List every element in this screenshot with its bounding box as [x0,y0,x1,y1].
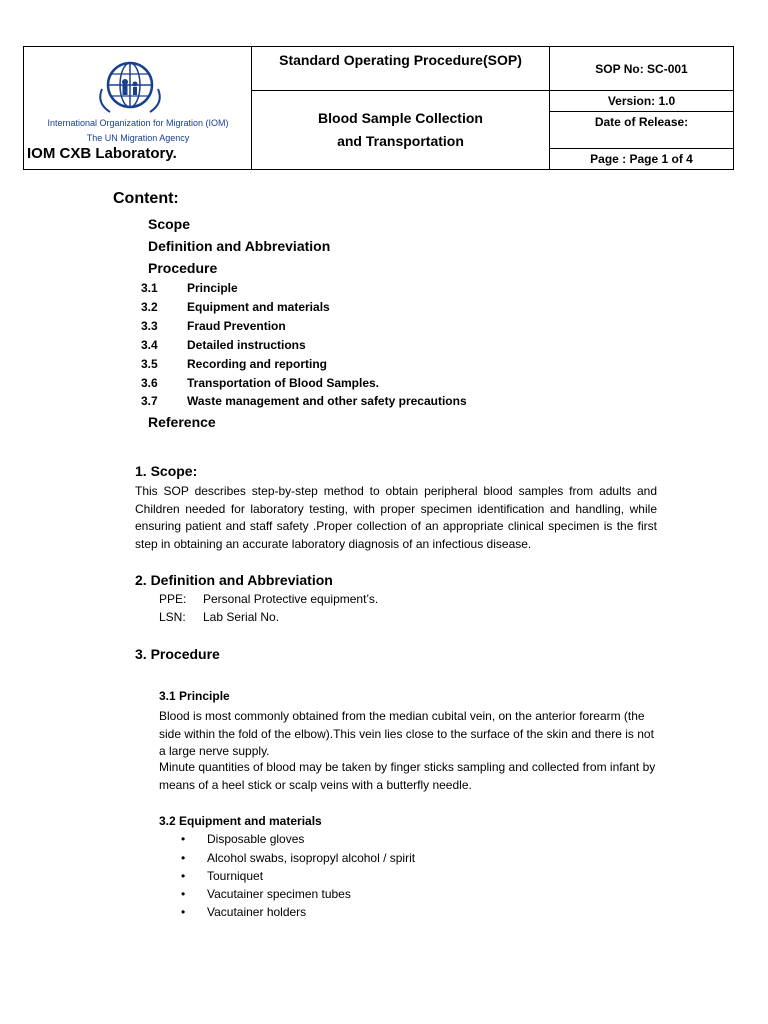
equipment-item: Alcohol swabs, isopropyl alcohol / spirit [207,851,416,865]
doc-type: Standard Operating Procedure(SOP) [252,47,550,91]
content-item-definition: Definition and Abbreviation [148,238,331,254]
date-of-release: Date of Release: [594,115,689,129]
org-tagline: The UN Migration Agency [86,133,190,143]
equipment-item: Vacutainer holders [207,905,307,919]
subitem-number: 3.1 [141,281,158,295]
subitem-transportation: Transportation of Blood Samples. [187,376,380,390]
equipment-heading: 3.2 Equipment and materials [159,814,322,828]
bullet-icon: • [181,832,186,846]
abbr-lsn: LSN: [159,610,186,624]
content-heading: Content: [113,190,179,207]
bullet-icon: • [181,905,186,919]
version-date-cell [550,91,734,149]
version: Version: 1.0 [550,91,733,112]
bullet-icon: • [181,887,186,901]
procedure-heading: 3. Procedure [135,646,220,662]
org-name: International Organization for Migration (IOM) [47,118,229,128]
subitem-recording: Recording and reporting [187,357,328,371]
content-item-reference: Reference [148,414,216,430]
sop-number: SOP No: SC-001 [550,47,734,91]
content-item-procedure: Procedure [148,260,218,276]
principle-paragraph-2: Minute quantities of blood may be taken by finger sticks sampling and collected from infant by means of a heel stick or scalp veins with a butterfly needle. [159,760,656,792]
content-item-scope: Scope [148,216,191,232]
equipment-item: Disposable gloves [207,832,305,846]
subitem-principle: Principle [187,281,238,295]
page-number: Page : Page 1 of 4 [550,149,734,170]
abbr-ppe: PPE: [159,592,187,606]
subitem-fraud: Fraud Prevention [187,319,286,333]
subitem-number: 3.5 [141,357,158,371]
equipment-item: Tourniquet [207,869,264,883]
principle-paragraph-1: Blood is most commonly obtained from the median cubital vein, on the anterior forearm (the side within the fold of the elbow).This vein lies close to the surface of the skin and there is not a large nerve supply. [159,709,654,758]
logo-cell [24,47,252,170]
subitem-number: 3.7 [141,394,158,408]
bullet-icon: • [181,851,186,865]
doc-title-line1: Blood Sample Collection [318,110,483,126]
subitem-number: 3.4 [141,338,158,352]
sop-header-table [23,46,734,170]
abbr-ppe-meaning: Personal Protective equipment’s. [203,592,379,606]
doc-title [252,91,550,170]
subitem-number: 3.2 [141,300,158,314]
abbr-lsn-meaning: Lab Serial No. [203,610,280,624]
iom-logo-icon [86,57,174,119]
principle-heading: 3.1 Principle [159,689,230,703]
subitem-equipment: Equipment and materials [187,300,330,314]
subitem-instructions: Detailed instructions [187,338,306,352]
bullet-icon: • [181,869,186,883]
lab-name: IOM CXB Laboratory. [27,145,177,162]
subitem-number: 3.6 [141,376,158,390]
definition-heading: 2. Definition and Abbreviation [135,572,333,588]
subitem-number: 3.3 [141,319,158,333]
equipment-item: Vacutainer specimen tubes [207,887,351,901]
subitem-waste: Waste management and other safety precautions [187,394,467,408]
scope-heading: 1. Scope: [135,463,198,479]
scope-body: This SOP describes step-by-step method to obtain peripheral blood samples from adults and Children needed for laboratory testing, with proper specimen identification and handling, while ensuring patient and staff safety .Proper collection of an appropriate clinical specimen is the first step in obtaining an accurate laboratory diagnosis of an infectious disease. [135,484,657,551]
doc-title-line2: and Transportation [337,133,464,149]
